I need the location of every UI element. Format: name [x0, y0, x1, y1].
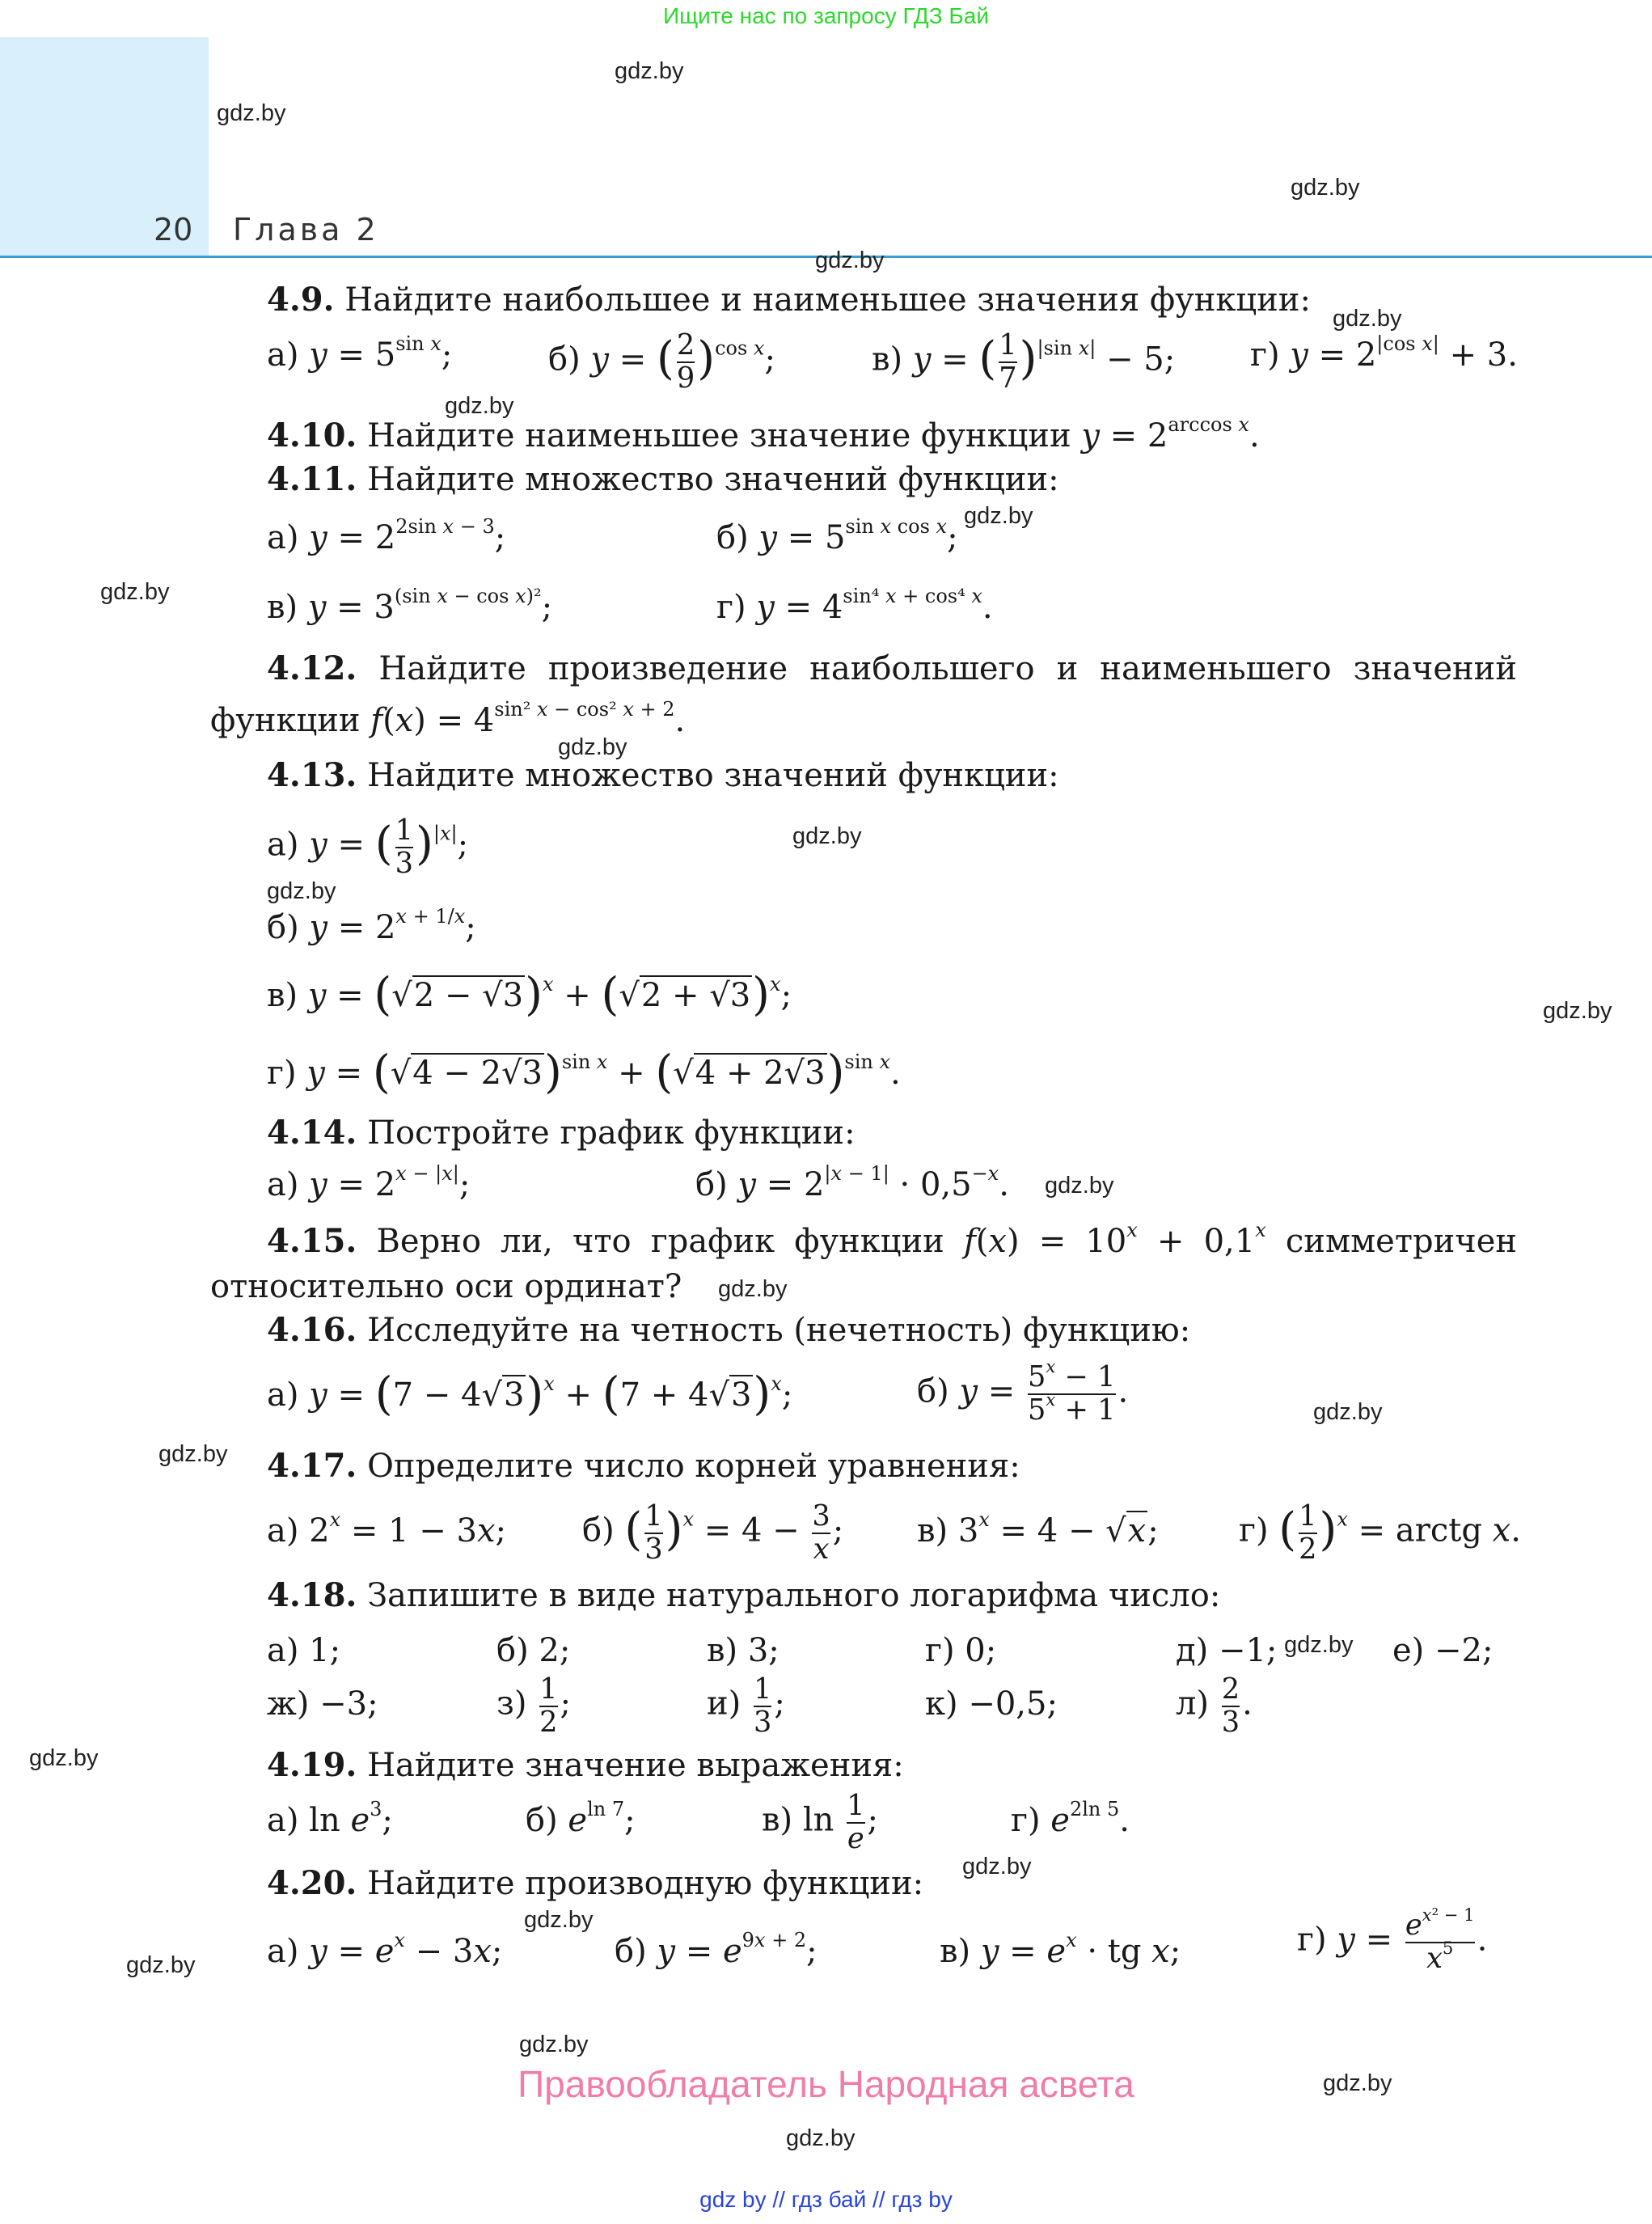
watermark: gdz.by — [718, 1276, 788, 1302]
problem-4-18-d: д) −1; — [1176, 1632, 1278, 1669]
watermark: gdz.by — [1333, 306, 1402, 332]
watermark: gdz.by — [126, 1952, 196, 1978]
watermark: gdz.by — [964, 503, 1033, 529]
watermark: gdz.by — [524, 1907, 594, 1933]
problem-4-17-b: б) ( $\frac{1}{3}$ )$^x$ = 4 − $\frac{3}{x}$ ; — [582, 1499, 844, 1566]
problem-4-13-v: в) $y = (√2 - √3)^x + (√2 + √3)^x$; — [267, 968, 792, 1021]
watermark: gdz.by — [1313, 1399, 1383, 1425]
watermark: gdz.by — [1045, 1173, 1114, 1199]
problem-4-19-a: а) $\ln e^3$; — [267, 1797, 393, 1839]
problem-4-19-v: в) ln $\frac{1}{e}$ ; — [762, 1789, 878, 1855]
watermark: gdz.by — [100, 579, 170, 605]
problem-4-13-statement: 4.13. Найдите множество значений функции: — [267, 756, 1059, 794]
problem-4-9-a: а) $y = 5^{sin x}$; — [267, 332, 453, 374]
problem-4-11-statement: 4.11. Найдите множество значений функции: — [267, 460, 1059, 498]
problem-4-14-a: а) $y = 2^{x - |x|}$; — [267, 1161, 471, 1203]
watermark: gdz.by — [615, 58, 684, 84]
watermark: gdz.by — [267, 878, 336, 904]
problem-4-12-continuation: функции $f(x) = 4^{sin^2 x - cos^2 x + 2}$. — [210, 697, 686, 739]
watermark: gdz.by — [792, 823, 862, 849]
problem-4-11-b: б) $y = 5^{sin x cos x}$; — [716, 514, 958, 556]
problem-4-18-e: е) −2; — [1392, 1632, 1494, 1669]
watermark: gdz.by — [815, 247, 885, 273]
problem-4-11-a: а) $y = 2^{2sin x - 3}$; — [267, 514, 506, 556]
watermark: gdz.by — [1323, 2070, 1392, 2096]
problem-4-9-g: г) $y = 2^{|cos x|} + 3$. — [1250, 332, 1518, 374]
problem-4-20-statement: 4.20. Найдите производную функции: — [267, 1864, 924, 1902]
problem-4-17-g: г) ( $\frac{1}{2}$ )$^x$ = arctg x. — [1239, 1499, 1521, 1566]
problem-4-16-b: б) y = $\frac{5^x - 1}{5^x + 1}$ . — [917, 1356, 1129, 1427]
problem-4-19-statement: 4.19. Найдите значение выражения: — [267, 1746, 904, 1784]
watermark: gdz.by — [786, 2125, 856, 2151]
problem-4-18-k: к) −0,5; — [925, 1685, 1058, 1723]
problem-4-17-a: а) $2^x = 1 - 3x$; — [267, 1507, 507, 1550]
problem-4-17-v: в) $3^x = 4 - √x$; — [917, 1507, 1159, 1550]
problem-4-9-b: б) y = ( $\frac{2}{9}$ )$^{cos x}$; — [548, 328, 775, 395]
problem-4-18-v: в) 3; — [707, 1632, 780, 1669]
problem-4-18-g: г) 0; — [925, 1632, 997, 1669]
problem-4-13-b: б) $y = 2^{x + 1/x}$; — [267, 904, 476, 946]
problem-4-20-b: б) $y = e^{9x + 2}$; — [615, 1928, 818, 1970]
problem-4-18-a: а) 1; — [267, 1632, 341, 1669]
problem-4-12-statement: 4.12. Найдите произведение наибольшего и наименьшего значений — [267, 649, 1517, 687]
watermark: gdz.by — [29, 1745, 99, 1771]
watermark: gdz.by — [519, 2032, 589, 2057]
problem-4-15-statement: 4.15. Верно ли, что график функции $f(x) = 10^x + 0,1^x$ симметричен — [267, 1218, 1518, 1260]
problem-4-18-statement: 4.18. Запишите в виде натурального логарифма число: — [267, 1576, 1221, 1614]
problem-4-20-v: в) $y = e^x$ · tg x; — [940, 1928, 1181, 1970]
problem-4-11-v: в) $y = 3^{(sin x - cos x)^2}$; — [267, 584, 553, 626]
problem-4-11-g: г) $y = 4^{sin^4 x + cos^4 x}$. — [716, 584, 993, 626]
problem-4-13-g: г) $y = (√4 - 2√3)^{sin x} + (√4 + 2√3)^{sin x}$. — [267, 1046, 901, 1099]
chapter-title: Глава 2 — [233, 212, 379, 247]
problem-4-18-i: и) $\frac{1}{3}$ ; — [707, 1672, 785, 1739]
problem-4-18-z: з) $\frac{1}{2}$ ; — [496, 1672, 572, 1739]
problem-4-16-statement: 4.16. Исследуйте на четность (нечетность) функцию: — [267, 1311, 1191, 1349]
search-banner: Ищите нас по запросу ГДЗ Бай — [662, 3, 990, 28]
problem-4-20-g: г) y = $\frac{e^{x^2 - 1}}{x^5}$ . — [1297, 1905, 1488, 1975]
problem-4-19-b: б) $e^{ln 7}$; — [526, 1797, 636, 1839]
footer-links[interactable]: gdz by // гдз бай // гдз by — [699, 2187, 953, 2212]
problem-4-15-continuation: относительно оси ординат? — [210, 1268, 682, 1305]
watermark: gdz.by — [1284, 1632, 1354, 1658]
watermark: gdz.by — [217, 100, 286, 126]
problem-4-18-b: б) 2; — [496, 1632, 571, 1669]
copyright-notice: Правообладатель Народная асвета — [518, 2063, 1134, 2105]
problem-4-18-l: л) $\frac{2}{3}$ . — [1176, 1672, 1253, 1739]
watermark: gdz.by — [158, 1441, 228, 1467]
watermark: gdz.by — [1291, 175, 1360, 201]
page-number: 20 — [154, 212, 193, 247]
problem-4-19-g: г) $e^{2ln 5}$. — [1011, 1797, 1130, 1839]
problem-4-10-statement: 4.10. Найдите наименьшее значение функции $y = 2^{arccos x}$. — [267, 412, 1260, 455]
problem-4-14-b: б) $y = 2^{|x - 1|} \cdot 0,5^{-x}$. — [695, 1161, 1009, 1203]
watermark: gdz.by — [962, 1854, 1032, 1879]
watermark: gdz.by — [445, 393, 514, 419]
problem-4-13-a: а) y = ( $\frac{1}{3}$ )$^{|x|}$; — [267, 814, 469, 880]
watermark: gdz.by — [1543, 998, 1612, 1024]
problem-4-9-statement: 4.9. Найдите наибольшее и наименьшее значения функции: — [267, 281, 1311, 319]
problem-4-16-a: а) $y = (7 - 4√3)^x + (7 + 4√3)^x$; — [267, 1368, 793, 1421]
watermark: gdz.by — [558, 734, 627, 760]
problem-4-18-zh: ж) −3; — [267, 1685, 378, 1723]
problem-4-9-v: в) y = ( $\frac{1}{7}$ )$^{|sin x|}$ − 5; — [872, 328, 1176, 395]
problem-4-20-a: а) $y = e^x - 3x$; — [267, 1928, 503, 1970]
problem-4-17-statement: 4.17. Определите число корней уравнения: — [267, 1447, 1020, 1485]
problem-4-14-statement: 4.14. Постройте график функции: — [267, 1114, 856, 1152]
